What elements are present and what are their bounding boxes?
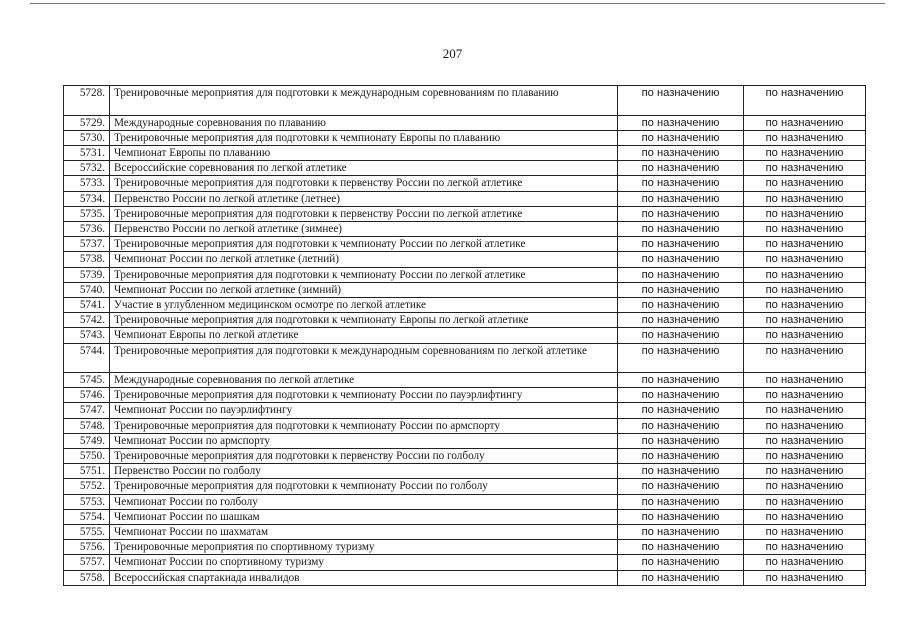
- event-name: Чемпионат Европы по легкой атлетике: [110, 328, 618, 343]
- assignment-cell: по назначению: [618, 433, 744, 448]
- assignment-cell: по назначению: [618, 525, 744, 540]
- table-row: [64, 418, 866, 433]
- row-number: 5734.: [64, 191, 110, 206]
- event-name: Тренировочные мероприятия для подготовки к чемпионату Европы по легкой атлетике: [110, 313, 618, 328]
- event-name: Чемпионат России по легкой атлетике (зимний): [110, 282, 618, 297]
- event-name: Первенство России по голболу: [110, 464, 618, 479]
- assignment-cell-2: по назначению: [744, 86, 866, 116]
- assignment-cell-2: по назначению: [744, 252, 866, 267]
- row-number: 5754.: [64, 509, 110, 524]
- table-row: [64, 161, 866, 176]
- assignment-cell-2: по назначению: [744, 494, 866, 509]
- row-number: 5742.: [64, 313, 110, 328]
- row-number: 5757.: [64, 555, 110, 570]
- event-name: Всероссийские соревнования по легкой атлетике: [110, 161, 618, 176]
- assignment-cell: по назначению: [618, 282, 744, 297]
- assignment-cell: по назначению: [618, 115, 744, 130]
- table-row: [64, 191, 866, 206]
- event-name: Чемпионат России по голболу: [110, 494, 618, 509]
- assignment-cell: по назначению: [618, 494, 744, 509]
- event-name: Тренировочные мероприятия для подготовки к чемпионату России по пауэрлифтингу: [110, 388, 618, 403]
- assignment-cell-2: по назначению: [744, 570, 866, 585]
- event-name: Тренировочные мероприятия для подготовки к международным соревнованиям по плаванию: [110, 86, 618, 116]
- assignment-cell-2: по назначению: [744, 343, 866, 373]
- row-number: 5747.: [64, 403, 110, 418]
- table-row: [64, 494, 866, 509]
- row-number: 5731.: [64, 145, 110, 160]
- event-name: Участие в углубленном медицинском осмотре по легкой атлетике: [110, 297, 618, 312]
- assignment-cell-2: по назначению: [744, 388, 866, 403]
- assignment-cell: по назначению: [618, 191, 744, 206]
- assignment-cell: по назначению: [618, 570, 744, 585]
- assignment-cell-2: по назначению: [744, 464, 866, 479]
- assignment-cell: по назначению: [618, 297, 744, 312]
- table-row: [64, 570, 866, 585]
- assignment-cell-2: по назначению: [744, 403, 866, 418]
- assignment-cell: по назначению: [618, 237, 744, 252]
- assignment-cell-2: по назначению: [744, 115, 866, 130]
- assignment-cell: по назначению: [618, 403, 744, 418]
- row-number: 5753.: [64, 494, 110, 509]
- table-row: [64, 525, 866, 540]
- event-name: Чемпионат России по легкой атлетике (летний): [110, 252, 618, 267]
- assignment-cell: по назначению: [618, 388, 744, 403]
- table-row: [64, 479, 866, 494]
- row-number: 5752.: [64, 479, 110, 494]
- row-number: 5737.: [64, 237, 110, 252]
- assignment-cell-2: по назначению: [744, 267, 866, 282]
- table-row: [64, 282, 866, 297]
- assignment-cell: по назначению: [618, 161, 744, 176]
- assignment-cell: по назначению: [618, 555, 744, 570]
- assignment-cell: по назначению: [618, 373, 744, 388]
- row-number: 5750.: [64, 449, 110, 464]
- event-name: Чемпионат Европы по плаванию: [110, 145, 618, 160]
- scan-top-edge: [30, 3, 885, 4]
- assignment-cell-2: по назначению: [744, 328, 866, 343]
- event-name: Тренировочные мероприятия для подготовки к первенству России по голболу: [110, 449, 618, 464]
- assignment-cell-2: по назначению: [744, 161, 866, 176]
- event-name: Международные соревнования по плаванию: [110, 115, 618, 130]
- assignment-cell-2: по назначению: [744, 433, 866, 448]
- table-row: [64, 540, 866, 555]
- row-number: 5749.: [64, 433, 110, 448]
- assignment-cell: по назначению: [618, 206, 744, 221]
- assignment-cell-2: по назначению: [744, 479, 866, 494]
- table-row: [64, 206, 866, 221]
- row-number: 5738.: [64, 252, 110, 267]
- assignment-cell: по назначению: [618, 343, 744, 373]
- event-name: Чемпионат России по пауэрлифтингу: [110, 403, 618, 418]
- table-row: [64, 433, 866, 448]
- assignment-cell-2: по назначению: [744, 509, 866, 524]
- assignment-cell-2: по назначению: [744, 176, 866, 191]
- event-name: Тренировочные мероприятия по спортивному туризму: [110, 540, 618, 555]
- table-row: [64, 373, 866, 388]
- row-number: 5743.: [64, 328, 110, 343]
- event-name: Чемпионат России по шашкам: [110, 509, 618, 524]
- table-row: [64, 328, 866, 343]
- event-name: Чемпионат России по спортивному туризму: [110, 555, 618, 570]
- row-number: 5730.: [64, 130, 110, 145]
- table-row: [64, 509, 866, 524]
- event-name: Тренировочные мероприятия для подготовки к чемпионату Европы по плаванию: [110, 130, 618, 145]
- table-row: [64, 176, 866, 191]
- row-number: 5758.: [64, 570, 110, 585]
- table-row: [64, 237, 866, 252]
- assignment-cell-2: по назначению: [744, 373, 866, 388]
- assignment-cell: по назначению: [618, 221, 744, 236]
- table-row: [64, 343, 866, 373]
- assignment-cell-2: по назначению: [744, 297, 866, 312]
- row-number: 5741.: [64, 297, 110, 312]
- row-number: 5733.: [64, 176, 110, 191]
- assignment-cell-2: по назначению: [744, 206, 866, 221]
- assignment-cell: по назначению: [618, 176, 744, 191]
- table-row: [64, 464, 866, 479]
- assignment-cell-2: по назначению: [744, 540, 866, 555]
- row-number: 5732.: [64, 161, 110, 176]
- table-row: [64, 130, 866, 145]
- assignment-cell: по назначению: [618, 328, 744, 343]
- row-number: 5736.: [64, 221, 110, 236]
- assignment-cell: по назначению: [618, 479, 744, 494]
- table-row: [64, 86, 866, 116]
- assignment-cell: по назначению: [618, 145, 744, 160]
- row-number: 5746.: [64, 388, 110, 403]
- event-name: Тренировочные мероприятия для подготовки к чемпионату России по голболу: [110, 479, 618, 494]
- assignment-cell-2: по назначению: [744, 145, 866, 160]
- row-number: 5755.: [64, 525, 110, 540]
- event-name: Тренировочные мероприятия для подготовки к международным соревнованиям по легкой атлетике: [110, 343, 618, 373]
- assignment-cell-2: по назначению: [744, 525, 866, 540]
- event-name: Первенство России по легкой атлетике (летнее): [110, 191, 618, 206]
- assignment-cell: по назначению: [618, 540, 744, 555]
- table-row: [64, 252, 866, 267]
- page-number: 207: [442, 46, 463, 61]
- event-name: Чемпионат России по шахматам: [110, 525, 618, 540]
- assignment-cell-2: по назначению: [744, 555, 866, 570]
- row-number: 5735.: [64, 206, 110, 221]
- assignment-cell-2: по назначению: [744, 237, 866, 252]
- row-number: 5756.: [64, 540, 110, 555]
- assignment-cell-2: по назначению: [744, 130, 866, 145]
- table-row: [64, 115, 866, 130]
- table-row: [64, 403, 866, 418]
- event-name: Чемпионат России по армспорту: [110, 433, 618, 448]
- assignment-cell: по назначению: [618, 313, 744, 328]
- assignment-cell: по назначению: [618, 252, 744, 267]
- assignment-cell: по назначению: [618, 418, 744, 433]
- event-name: Первенство России по легкой атлетике (зимнее): [110, 221, 618, 236]
- table-row: [64, 313, 866, 328]
- assignment-cell-2: по назначению: [744, 418, 866, 433]
- row-number: 5740.: [64, 282, 110, 297]
- event-name: Тренировочные мероприятия для подготовки к чемпионату России по легкой атлетике: [110, 267, 618, 282]
- event-name: Всероссийская спартакиада инвалидов: [110, 570, 618, 585]
- table-row: [64, 267, 866, 282]
- table-row: [64, 145, 866, 160]
- events-table: [63, 85, 866, 586]
- row-number: 5739.: [64, 267, 110, 282]
- row-number: 5751.: [64, 464, 110, 479]
- assignment-cell-2: по назначению: [744, 221, 866, 236]
- assignment-cell: по назначению: [618, 464, 744, 479]
- assignment-cell: по назначению: [618, 509, 744, 524]
- table-row: [64, 388, 866, 403]
- assignment-cell: по назначению: [618, 267, 744, 282]
- row-number: 5728.: [64, 86, 110, 116]
- assignment-cell-2: по назначению: [744, 191, 866, 206]
- table-row: [64, 221, 866, 236]
- row-number: 5744.: [64, 343, 110, 373]
- table-row: [64, 449, 866, 464]
- event-name: Международные соревнования по легкой атлетике: [110, 373, 618, 388]
- event-name: Тренировочные мероприятия для подготовки к чемпионату России по армспорту: [110, 418, 618, 433]
- table-row: [64, 555, 866, 570]
- event-name: Тренировочные мероприятия для подготовки к чемпионату России по легкой атлетике: [110, 237, 618, 252]
- row-number: 5729.: [64, 115, 110, 130]
- assignment-cell: по назначению: [618, 130, 744, 145]
- assignment-cell-2: по назначению: [744, 313, 866, 328]
- table-row: [64, 297, 866, 312]
- row-number: 5748.: [64, 418, 110, 433]
- assignment-cell-2: по назначению: [744, 282, 866, 297]
- row-number: 5745.: [64, 373, 110, 388]
- event-name: Тренировочные мероприятия для подготовки к первенству России по легкой атлетике: [110, 176, 618, 191]
- assignment-cell: по назначению: [618, 449, 744, 464]
- assignment-cell-2: по назначению: [744, 449, 866, 464]
- assignment-cell: по назначению: [618, 86, 744, 116]
- event-name: Тренировочные мероприятия для подготовки к первенству России по легкой атлетике: [110, 206, 618, 221]
